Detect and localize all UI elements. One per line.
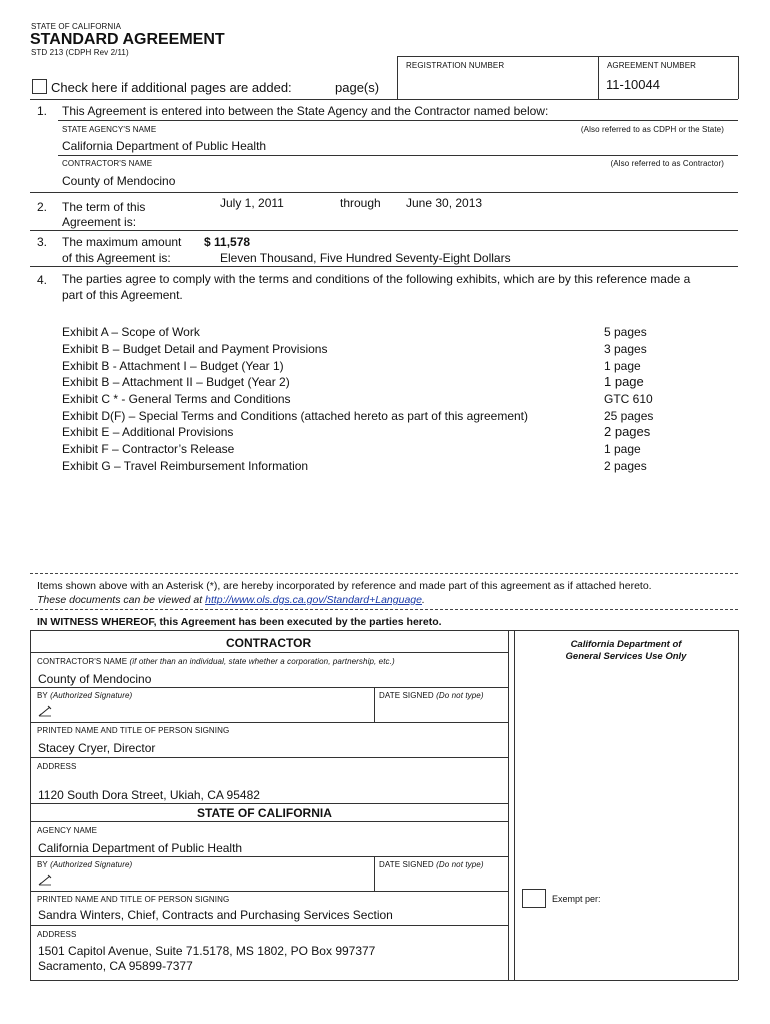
exhibit-pages: 1 page <box>604 359 641 373</box>
exhibit-pages: 3 pages <box>604 342 647 356</box>
exhibit-name: Exhibit B - Attachment I – Budget (Year 1) <box>62 359 284 373</box>
pen-icon <box>38 705 52 717</box>
amount-label-line2: of this Agreement is: <box>62 251 171 265</box>
dgs-label-line2: General Services Use Only <box>565 651 687 662</box>
state-agency-note: (Also referred to as CDPH or the State) <box>580 125 724 134</box>
item-3-number: 3. <box>37 235 48 249</box>
contractor-name-value[interactable]: County of Mendocino <box>62 174 176 188</box>
dgs-label-line1: California Department of <box>570 639 682 650</box>
contractor-address-value[interactable]: 1120 South Dora Street, Ukiah, CA 95482 <box>38 788 260 802</box>
form-title: STANDARD AGREEMENT <box>30 31 225 48</box>
contractor-by-label: BY (Authorized Signature) <box>37 691 133 700</box>
form-id: STD 213 (CDPH Rev 2/11) <box>31 48 129 57</box>
exhibit-pages: 2 pages <box>604 424 651 439</box>
additional-pages-text: Check here if additional pages are added: <box>51 80 292 95</box>
state-address-line1[interactable]: 1501 Capitol Avenue, Suite 71.5178, MS 1802, PO Box 997377 <box>38 944 376 958</box>
exhibit-pages: 1 page <box>604 374 644 389</box>
exhibit-pages: 25 pages <box>604 409 654 423</box>
state-agency-label: AGENCY NAME <box>37 826 98 835</box>
agreement-number-label: AGREEMENT NUMBER <box>607 61 697 70</box>
amount-value[interactable]: $ 11,578 <box>204 235 251 249</box>
exhibit-name: Exhibit C * - General Terms and Conditions <box>62 392 291 406</box>
state-agency-value[interactable]: California Department of Public Health <box>38 841 243 855</box>
additional-pages-checkbox[interactable] <box>32 79 47 94</box>
pen-icon <box>38 874 52 886</box>
item-1-number: 1. <box>37 104 48 118</box>
additional-pages-suffix: page(s) <box>335 80 380 95</box>
exhibit-pages: 1 page <box>604 442 641 456</box>
amount-label-line1: The maximum amount <box>62 235 182 249</box>
item-2-number: 2. <box>37 200 48 214</box>
exhibit-name: Exhibit B – Budget Detail and Payment Provisions <box>62 342 328 356</box>
item-4-line1: The parties agree to comply with the terms and conditions of the following exhibits, which are by this reference made a <box>62 272 691 286</box>
item-4-line2: part of this Agreement. <box>62 288 183 302</box>
contractor-note: (Also referred to as Contractor) <box>610 159 724 168</box>
term-label-line1: The term of this <box>62 200 146 214</box>
contractor-sig-name-label: CONTRACTOR'S NAME (if other than an individual, state whether a corporation, partnership, etc.) <box>37 657 395 666</box>
agreement-number-value[interactable]: 11-10044 <box>606 77 660 92</box>
contractor-heading: CONTRACTOR <box>226 636 312 650</box>
exhibit-pages: GTC 610 <box>604 392 653 406</box>
state-heading: STATE OF CALIFORNIA <box>197 806 332 820</box>
contractor-address-label: ADDRESS <box>37 762 77 771</box>
state-agency-name-label: STATE AGENCY'S NAME <box>62 125 157 134</box>
contractor-date-label: DATE SIGNED (Do not type) <box>379 691 484 700</box>
state-printed-value[interactable]: Sandra Winters, Chief, Contracts and Purchasing Services Section <box>38 908 393 922</box>
state-date-field[interactable] <box>380 874 500 888</box>
standard-language-link[interactable]: http://www.ols.dgs.ca.gov/Standard+Language <box>205 594 422 606</box>
contractor-date-field[interactable] <box>380 705 500 719</box>
contractor-printed-value[interactable]: Stacey Cryer, Director <box>38 741 156 755</box>
state-address-line2[interactable]: Sacramento, CA 95899-7377 <box>38 959 193 973</box>
exhibit-name: Exhibit E – Additional Provisions <box>62 425 234 439</box>
exhibit-pages: 2 pages <box>604 459 647 473</box>
registration-number-label: REGISTRATION NUMBER <box>406 61 505 70</box>
item-1-text: This Agreement is entered into between the State Agency and the Contractor named below: <box>62 104 549 118</box>
exhibit-name: Exhibit F – Contractor’s Release <box>62 442 235 456</box>
state-address-label: ADDRESS <box>37 930 77 939</box>
amount-words[interactable]: Eleven Thousand, Five Hundred Seventy-Eight Dollars <box>220 251 511 265</box>
contractor-signature-field[interactable] <box>38 705 52 717</box>
state-signature-field[interactable] <box>38 874 52 886</box>
contractor-printed-label: PRINTED NAME AND TITLE OF PERSON SIGNING <box>37 726 230 735</box>
term-through: through <box>340 196 381 210</box>
witness-statement: IN WITNESS WHEREOF, this Agreement has been executed by the parties hereto. <box>37 616 442 628</box>
exhibit-name: Exhibit D(F) – Special Terms and Conditions (attached hereto as part of this agreement) <box>62 409 529 423</box>
state-agency-name-value[interactable]: California Department of Public Health <box>62 139 267 153</box>
item-4-number: 4. <box>37 273 48 287</box>
asterisk-note-line1: Items shown above with an Asterisk (*), are hereby incorporated by reference and made part of this agreement as if attached hereto. <box>37 580 652 592</box>
exhibit-name: Exhibit G – Travel Reimbursement Information <box>62 459 309 473</box>
state-by-label: BY (Authorized Signature) <box>37 860 133 869</box>
term-end-date[interactable]: June 30, 2013 <box>406 196 483 210</box>
contractor-name-label: CONTRACTOR'S NAME <box>62 159 153 168</box>
contractor-sig-name-value[interactable]: County of Mendocino <box>38 672 152 686</box>
term-start-date[interactable]: July 1, 2011 <box>220 196 284 210</box>
exempt-checkbox[interactable] <box>522 889 546 908</box>
asterisk-note-line2: These documents can be viewed at http://www.ols.dgs.ca.gov/Standard+Language. <box>37 594 425 606</box>
exhibit-pages: 5 pages <box>604 325 647 339</box>
state-heading: STATE OF CALIFORNIA <box>31 22 122 31</box>
exempt-label: Exempt per: <box>552 894 601 904</box>
exhibit-name: Exhibit A – Scope of Work <box>62 325 200 339</box>
state-date-label: DATE SIGNED (Do not type) <box>379 860 484 869</box>
exhibit-name: Exhibit B – Attachment II – Budget (Year 2) <box>62 375 290 389</box>
state-printed-label: PRINTED NAME AND TITLE OF PERSON SIGNING <box>37 895 230 904</box>
term-label-line2: Agreement is: <box>62 215 137 229</box>
